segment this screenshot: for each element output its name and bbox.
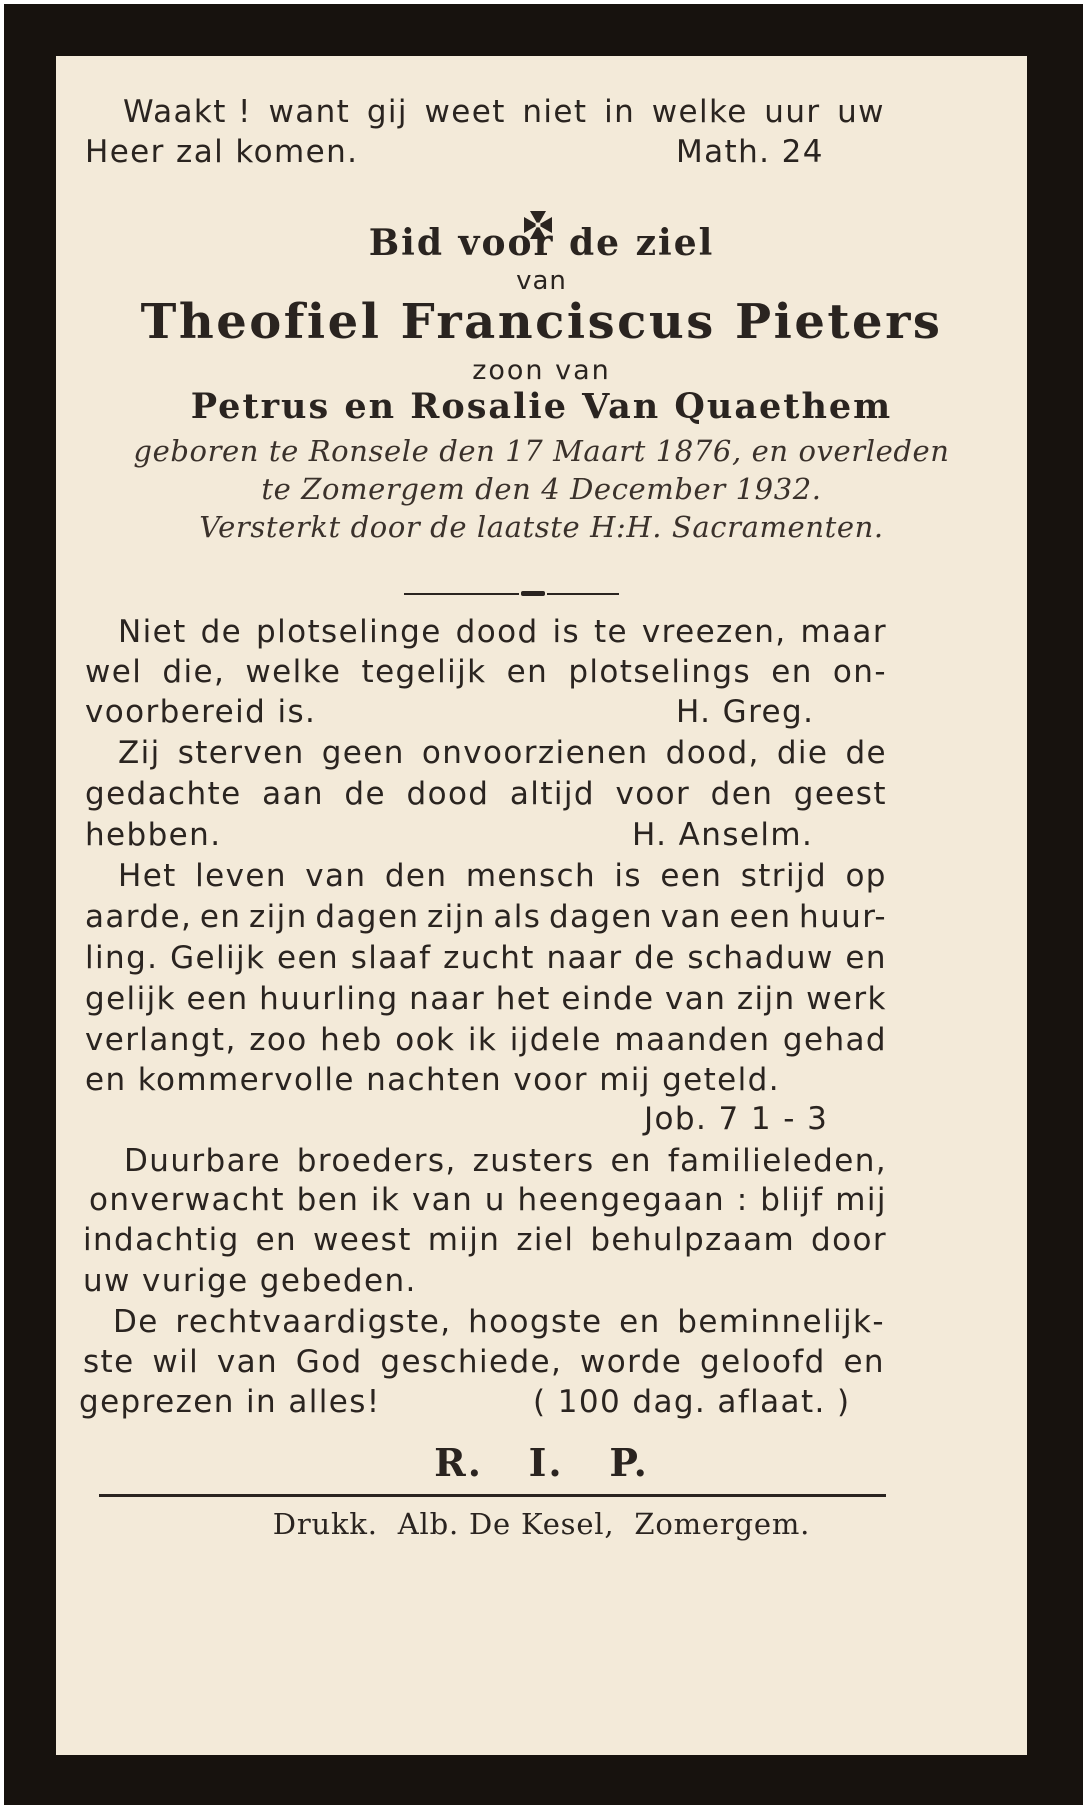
word: een <box>729 899 792 935</box>
word: behulpzaam <box>590 1222 796 1258</box>
word: Zij <box>118 735 161 771</box>
word: mensch <box>465 858 596 894</box>
word: die, <box>162 654 226 690</box>
word: van <box>216 1344 279 1380</box>
word: want <box>268 94 351 130</box>
divider-left <box>404 593 519 595</box>
word: de <box>200 614 243 650</box>
word: zoo <box>249 1022 308 1058</box>
paragraph-4-line-4: uw vurige gebeden. <box>83 1263 417 1299</box>
word: is <box>614 858 642 894</box>
word: broeders, <box>296 1143 457 1179</box>
word: en <box>610 1143 652 1179</box>
divider-right <box>547 593 619 595</box>
word: schaduw <box>687 940 834 976</box>
son-of-label: zoon van <box>472 355 611 386</box>
paragraph-4-line-3 <box>83 1220 887 1260</box>
word: uur <box>764 94 821 130</box>
word: een <box>660 858 723 894</box>
word: en <box>771 654 813 690</box>
paragraph-5-line-2 <box>83 1342 885 1382</box>
word: een <box>277 940 340 976</box>
word: ste <box>83 1344 135 1380</box>
word: gij <box>366 94 408 130</box>
word: van <box>660 899 722 935</box>
word: aan <box>262 776 324 812</box>
paragraph-3-line-1 <box>118 856 887 896</box>
word: en <box>506 654 549 690</box>
word: weest <box>312 1222 412 1258</box>
word: blijf <box>760 1182 824 1218</box>
word: den <box>710 776 774 812</box>
word: ijdele <box>509 1022 602 1058</box>
word: te <box>593 614 628 650</box>
word: aarde, <box>85 899 193 935</box>
paragraph-1-line-3: voorbereid is. <box>85 694 317 730</box>
word: dagen <box>315 899 420 935</box>
word: dood <box>406 776 490 812</box>
word: geschiede, <box>380 1344 563 1380</box>
word: tegelijk <box>361 654 487 690</box>
word: huurling <box>259 981 399 1017</box>
word: in <box>604 94 636 130</box>
word: zucht <box>443 940 535 976</box>
word: Het <box>118 858 177 894</box>
word: van <box>665 981 727 1017</box>
paragraph-2-line-3: hebben. <box>85 817 222 853</box>
word: ik <box>467 1022 498 1058</box>
rip-text: R. I. P. <box>434 1440 649 1485</box>
word: ziel <box>516 1222 575 1258</box>
word: en <box>843 1344 885 1380</box>
top-quote-line-1 <box>123 92 885 132</box>
word: verlangt, <box>85 1022 237 1058</box>
word: wel <box>85 654 143 690</box>
word: ik <box>370 1182 401 1218</box>
word: sterven <box>177 735 305 771</box>
word: zijn <box>427 899 486 935</box>
paragraph-5-line-3: geprezen in alles! <box>79 1384 381 1420</box>
word: welke <box>245 654 342 690</box>
paragraph-1-line-2 <box>85 652 887 692</box>
paragraph-3-reference: Job. 7 1 - 3 <box>644 1101 829 1137</box>
word: geen <box>321 735 405 771</box>
word: u <box>484 1182 506 1218</box>
word: geloofd <box>700 1344 826 1380</box>
word: gehad <box>782 1022 887 1058</box>
word: welke <box>651 94 748 130</box>
word: naar <box>409 981 486 1017</box>
word: naar <box>546 940 623 976</box>
word: wil <box>152 1344 200 1380</box>
word: mij <box>835 1182 887 1218</box>
word: als <box>493 899 542 935</box>
word: rechtvaardigste, <box>175 1304 452 1340</box>
word: vreezen, <box>641 614 787 650</box>
birth-death-line-1: geboren te Ronsele den 17 Maart 1876, en overleden <box>133 434 950 468</box>
word: indachtig <box>83 1222 240 1258</box>
word: niet <box>522 94 588 130</box>
word: maanden <box>614 1022 771 1058</box>
paragraph-4-line-2 <box>89 1180 887 1220</box>
word: zusters <box>472 1143 595 1179</box>
word: en <box>255 1222 298 1258</box>
word: Gelijk <box>170 940 266 976</box>
paragraph-3-line-2 <box>85 897 887 937</box>
word: door <box>811 1222 887 1258</box>
word: dagen <box>548 899 654 935</box>
word: van <box>305 858 367 894</box>
word: mijn <box>427 1222 501 1258</box>
word: maar <box>800 614 887 650</box>
paragraph-4-line-1 <box>124 1141 887 1181</box>
paragraph-3-line-5 <box>85 1020 887 1060</box>
word: ling. <box>85 940 159 976</box>
word: werk <box>806 981 887 1017</box>
word: en <box>619 1304 661 1340</box>
word: en <box>199 899 242 935</box>
word: plotselings <box>568 654 752 690</box>
word: dood, <box>665 735 760 771</box>
divider-ornament <box>521 591 545 596</box>
birth-death-line-2: te Zomergem den 4 December 1932. <box>261 472 822 506</box>
paragraph-2-line-1 <box>118 733 887 773</box>
paragraph-5-line-1 <box>113 1302 885 1342</box>
of-label: van <box>516 266 567 296</box>
word: onverwacht <box>89 1182 285 1218</box>
word: weet <box>424 94 506 130</box>
word: Duurbare <box>124 1143 281 1179</box>
word: strijd <box>740 858 828 894</box>
paragraph-2-line-2 <box>85 774 887 814</box>
word: de <box>344 776 386 812</box>
word: : <box>736 1182 749 1218</box>
word: die <box>776 735 829 771</box>
word: plotselinge <box>256 614 442 650</box>
word: van <box>411 1182 474 1218</box>
top-quote-reference: Math. 24 <box>676 134 824 170</box>
printer-credit: Drukk. Alb. De Kesel, Zomergem. <box>272 1507 811 1541</box>
sacraments-line: Versterkt door de laatste H:H. Sacramenten. <box>199 510 884 544</box>
word: slaaf <box>350 940 432 976</box>
top-quote-line-2: Heer zal komen. <box>85 134 359 170</box>
word: gelijk <box>85 981 176 1017</box>
paragraph-2-reference: H. Anselm. <box>632 817 814 853</box>
word: op <box>845 858 887 894</box>
word: een <box>186 981 249 1017</box>
word: De <box>113 1304 159 1340</box>
indulgence-note: ( 100 dag. aflaat. ) <box>533 1384 851 1420</box>
word: de <box>634 940 676 976</box>
word: God <box>295 1344 363 1380</box>
paragraph-3-line-3 <box>85 938 887 978</box>
word: den <box>384 858 448 894</box>
deceased-name: Theofiel Franciscus Pieters <box>140 294 943 350</box>
word: het <box>495 981 551 1017</box>
parents-names: Petrus en Rosalie Van Quaethem <box>190 386 893 427</box>
word: Niet <box>118 614 187 650</box>
word: ben <box>296 1182 360 1218</box>
word: worde <box>580 1344 683 1380</box>
paragraph-1-reference: H. Greg. <box>676 694 815 730</box>
word: ook <box>395 1022 456 1058</box>
word: leven <box>195 858 287 894</box>
word: hoogste <box>468 1304 603 1340</box>
word: de <box>845 735 887 771</box>
pray-for-soul-heading: Bid voor de ziel <box>368 222 715 264</box>
word: heb <box>320 1022 383 1058</box>
word: heengegaan <box>517 1182 726 1218</box>
word: zijn <box>248 899 308 935</box>
word: dood <box>455 614 539 650</box>
word: familieleden, <box>667 1143 887 1179</box>
card-paper <box>56 56 1027 1755</box>
word: huur- <box>799 899 887 935</box>
paragraph-1-line-1 <box>118 612 887 652</box>
word: uw <box>837 94 885 130</box>
word: onvoorzienen <box>421 735 649 771</box>
word: einde <box>561 981 655 1017</box>
word: is <box>552 614 581 650</box>
memorial-card <box>4 4 1083 1805</box>
word: gedachte <box>85 776 242 812</box>
word: Waakt ! <box>123 94 252 130</box>
word: en <box>845 940 887 976</box>
word: beminnelijk- <box>677 1304 885 1340</box>
word: voor <box>615 776 691 812</box>
word: altijd <box>509 776 595 812</box>
paragraph-3-line-4 <box>85 979 887 1019</box>
word: zijn <box>736 981 796 1017</box>
word: on- <box>832 654 887 690</box>
footer-rule <box>99 1494 886 1497</box>
paragraph-3-line-6: en kommervolle nachten voor mij geteld. <box>85 1062 781 1098</box>
word: geest <box>793 776 887 812</box>
